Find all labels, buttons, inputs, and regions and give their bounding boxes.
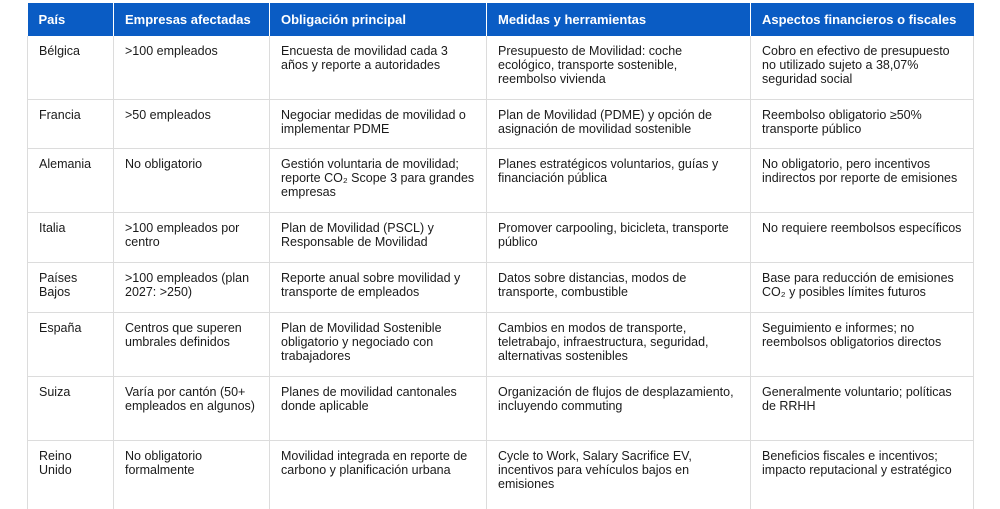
cell-empresas: No obligatorio [114, 149, 270, 213]
cell-aspectos: Generalmente voluntario; políticas de RRHH [751, 377, 974, 441]
cell-aspectos: Cobro en efectivo de presupuesto no utilizado sujeto a 38,07% seguridad social [751, 36, 974, 100]
header-aspectos-financieros: Aspectos financieros o fiscales [751, 3, 974, 36]
cell-obligacion: Gestión voluntaria de movilidad; reporte CO₂ Scope 3 para grandes empresas [270, 149, 487, 213]
cell-aspectos: Reembolso obligatorio ≥50% transporte público [751, 100, 974, 149]
cell-aspectos: Base para reducción de emisiones CO₂ y posibles límites futuros [751, 263, 974, 313]
table-row [28, 441, 974, 509]
table-header [28, 3, 974, 36]
cell-empresas: >100 empleados por centro [114, 213, 270, 263]
cell-pais: Francia [28, 100, 114, 149]
cell-obligacion: Reporte anual sobre movilidad y transporte de empleados [270, 263, 487, 313]
table-body [28, 36, 974, 509]
cell-obligacion: Negociar medidas de movilidad o implementar PDME [270, 100, 487, 149]
cell-obligacion: Plan de Movilidad (PSCL) y Responsable de Movilidad [270, 213, 487, 263]
cell-medidas: Presupuesto de Movilidad: coche ecológico, transporte sostenible, reembolso vivienda [487, 36, 751, 100]
cell-pais: Suiza [28, 377, 114, 441]
header-empresas-afectadas: Empresas afectadas [114, 3, 270, 36]
cell-aspectos: No requiere reembolsos específicos [751, 213, 974, 263]
header-medidas-herramientas: Medidas y herramientas [487, 3, 751, 36]
cell-empresas: >100 empleados (plan 2027: >250) [114, 263, 270, 313]
table-row [28, 149, 974, 213]
cell-obligacion: Plan de Movilidad Sostenible obligatorio y negociado con trabajadores [270, 313, 487, 377]
cell-obligacion: Encuesta de movilidad cada 3 años y reporte a autoridades [270, 36, 487, 100]
cell-pais: Alemania [28, 149, 114, 213]
cell-medidas: Planes estratégicos voluntarios, guías y financiación pública [487, 149, 751, 213]
cell-empresas: Varía por cantón (50+ empleados en algunos) [114, 377, 270, 441]
table-row [28, 213, 974, 263]
table-row [28, 313, 974, 377]
cell-medidas: Cambios en modos de transporte, teletrabajo, infraestructura, seguridad, alternativas sostenibles [487, 313, 751, 377]
cell-aspectos: Seguimiento e informes; no reembolsos obligatorios directos [751, 313, 974, 377]
mobility-regulation-table [27, 3, 974, 509]
cell-medidas: Promover carpooling, bicicleta, transporte público [487, 213, 751, 263]
cell-empresas: >100 empleados [114, 36, 270, 100]
cell-pais: Reino Unido [28, 441, 114, 509]
cell-empresas: >50 empleados [114, 100, 270, 149]
cell-medidas: Cycle to Work, Salary Sacrifice EV, incentivos para vehículos bajos en emisiones [487, 441, 751, 509]
cell-aspectos: No obligatorio, pero incentivos indirectos por reporte de emisiones [751, 149, 974, 213]
cell-empresas: No obligatorio formalmente [114, 441, 270, 509]
header-row [28, 3, 974, 36]
cell-pais: Bélgica [28, 36, 114, 100]
table-row [28, 377, 974, 441]
cell-medidas: Plan de Movilidad (PDME) y opción de asignación de movilidad sostenible [487, 100, 751, 149]
header-pais: País [28, 3, 114, 36]
header-obligacion-principal: Obligación principal [270, 3, 487, 36]
mobility-regulation-table-container [27, 3, 973, 509]
table-row [28, 100, 974, 149]
cell-pais: Italia [28, 213, 114, 263]
cell-obligacion: Movilidad integrada en reporte de carbono y planificación urbana [270, 441, 487, 509]
table-row [28, 263, 974, 313]
cell-medidas: Datos sobre distancias, modos de transporte, combustible [487, 263, 751, 313]
cell-pais: España [28, 313, 114, 377]
cell-pais: Países Bajos [28, 263, 114, 313]
cell-medidas: Organización de flujos de desplazamiento, incluyendo commuting [487, 377, 751, 441]
cell-obligacion: Planes de movilidad cantonales donde aplicable [270, 377, 487, 441]
cell-empresas: Centros que superen umbrales definidos [114, 313, 270, 377]
cell-aspectos: Beneficios fiscales e incentivos; impacto reputacional y estratégico [751, 441, 974, 509]
table-row [28, 36, 974, 100]
